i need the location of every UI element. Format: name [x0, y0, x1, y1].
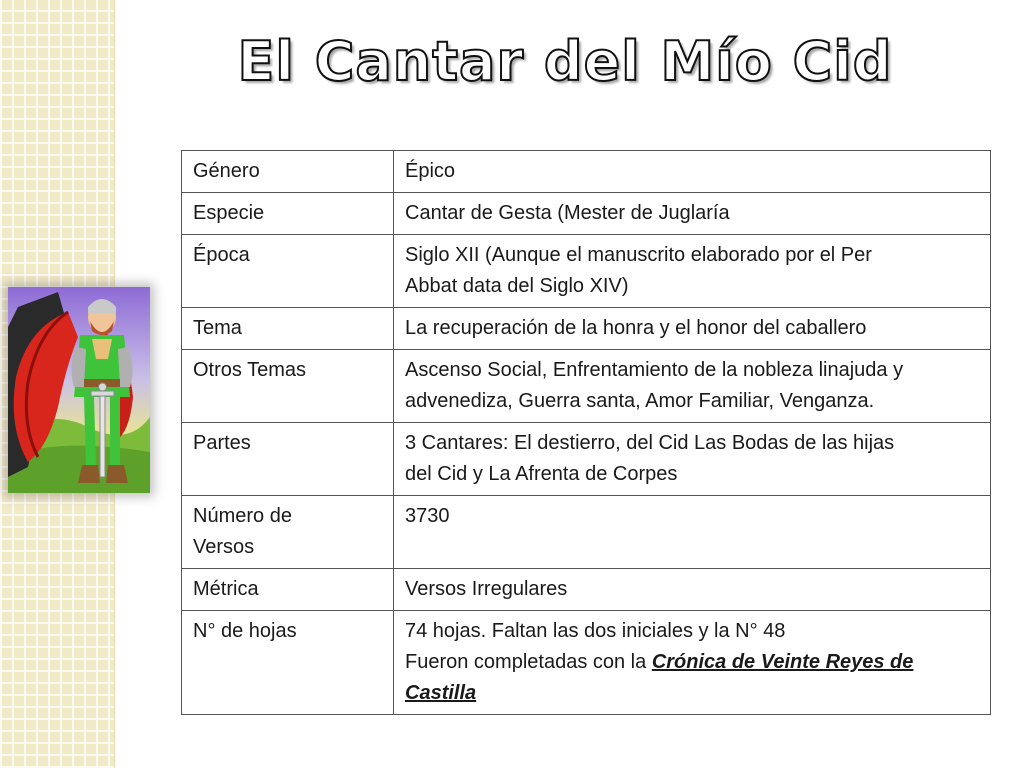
row-value	[394, 308, 991, 350]
table-row	[182, 496, 991, 569]
row-value-line: Cantar de Gesta (Mester de Juglaría	[405, 202, 730, 224]
row-value-line: Siglo XII (Aunque el manuscrito elaborado por el Per	[405, 244, 872, 266]
row-value	[394, 423, 991, 496]
table-row	[182, 235, 991, 308]
row-value-line: La recuperación de la honra y el honor del caballero	[405, 317, 867, 339]
slide-title: El Cantar del Mío Cid	[237, 30, 893, 93]
row-value	[394, 496, 991, 569]
row-value	[394, 235, 991, 308]
row-label-line: Número de	[193, 505, 292, 527]
row-value-line: Épico	[405, 160, 456, 182]
table-row	[182, 193, 991, 235]
table-row	[182, 151, 991, 193]
row-value-line: del Cid y La Afrenta de Corpes	[405, 463, 678, 485]
chronicle-reference: Crónica de Veinte Reyes de Castilla	[405, 651, 914, 704]
row-label	[182, 496, 394, 569]
table-row	[182, 308, 991, 350]
row-label-line: Versos	[193, 536, 255, 558]
row-value	[394, 569, 991, 611]
row-value-line: Versos Irregulares	[405, 578, 568, 600]
row-label: Otros Temas	[182, 350, 394, 423]
row-label: N° de hojas	[182, 611, 394, 715]
knight-illustration-icon	[8, 287, 150, 493]
row-value-line: advenediza, Guerra santa, Amor Familiar, Venganza.	[405, 390, 875, 412]
row-label: Especie	[182, 193, 394, 235]
row-label: Época	[182, 235, 394, 308]
row-value-line: 3730	[405, 505, 450, 527]
row-value	[394, 611, 991, 715]
row-value	[394, 151, 991, 193]
row-label: Métrica	[182, 569, 394, 611]
row-value-line: 3 Cantares: El destierro, del Cid Las Bodas de las hijas	[405, 432, 895, 454]
table-row	[182, 350, 991, 423]
table-row	[182, 569, 991, 611]
info-table	[181, 150, 991, 715]
row-value-prefix: Fueron completadas con la	[405, 651, 652, 673]
row-label: Partes	[182, 423, 394, 496]
table-row	[182, 423, 991, 496]
row-label: Tema	[182, 308, 394, 350]
row-value	[394, 193, 991, 235]
row-value-line: 74 hojas. Faltan las dos iniciales y la N° 48	[405, 620, 786, 642]
row-value-line: Abbat data del Siglo XIV)	[405, 275, 629, 297]
row-value	[394, 350, 991, 423]
row-label: Género	[182, 151, 394, 193]
table-row	[182, 611, 991, 715]
row-value-line: Ascenso Social, Enfrentamiento de la nobleza linajuda y	[405, 359, 904, 381]
